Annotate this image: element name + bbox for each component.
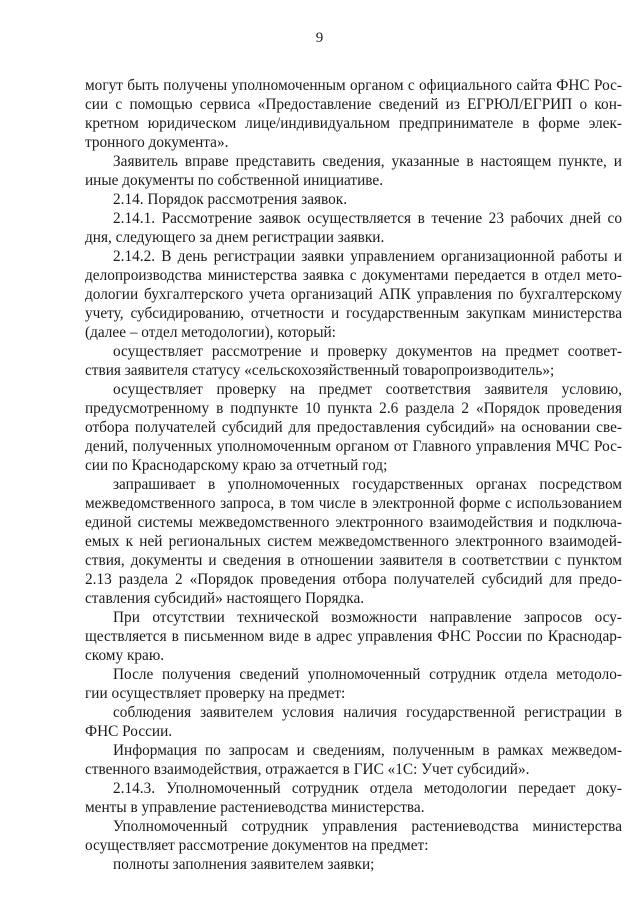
text-line: сии по Краснодарскому краю за отчетный год; <box>85 457 388 474</box>
text-line: ствия, документы и сведения в отношении заявителя в соответствии с пунктом <box>85 552 622 569</box>
text-line: ствия заявителя статусу «сельскохозяйственный товаропроизводитель»; <box>85 362 555 379</box>
text-line: межведомственного запроса, в том числе в электронной форме с использованием <box>85 495 622 512</box>
paragraph-first-line: 2.14.1. Рассмотрение заявок осуществляется в течение 23 рабочих дней со <box>113 210 622 227</box>
paragraph-first-line: 2.14.3. Уполномоченный сотрудник отдела методологии передает доку- <box>113 780 622 797</box>
text-line: тронного документа». <box>85 134 229 151</box>
text-line: иные документы по собственной инициативе. <box>85 172 384 189</box>
text-line: 2.13 раздела 2 «Порядок проведения отбора получателей субсидий для предо- <box>85 571 622 588</box>
text-line: осуществляет рассмотрение документов на предмет: <box>85 837 429 854</box>
text-line: сии с помощью сервиса «Предоставление сведений из ЕГРЮЛ/ЕГРИП о кон- <box>85 96 622 113</box>
paragraph-first-line: полноты заполнения заявителем заявки; <box>113 856 375 873</box>
text-line: единой системы межведомственного электронного взаимодействия и подключа- <box>85 514 622 531</box>
text-line: емых к ней региональных систем межведомственного электронного взаимодей- <box>85 533 622 550</box>
page-number: 9 <box>315 30 324 46</box>
paragraph-first-line: Уполномоченный сотрудник управления растениеводства министерства <box>113 818 622 835</box>
paragraph-first-line: соблюдения заявителем условия наличия государственной регистрации в <box>113 704 622 721</box>
text-line: отбора получателей субсидий для предоставления субсидий» на основании све- <box>85 419 622 436</box>
paragraph-first-line: 2.14. Порядок рассмотрения заявок. <box>113 191 348 208</box>
text-line: менты в управление растениеводства министерства. <box>85 799 425 816</box>
text-line: делопроизводства министерства заявка с документами передается в отдел мето- <box>85 267 622 284</box>
text-line: ственного взаимодействия, отражается в ГИС «1С: Учет субсидий». <box>85 761 530 778</box>
paragraph-first-line: осуществляет рассмотрение и проверку документов на предмет соответ- <box>113 343 622 360</box>
paragraph-first-line: 2.14.2. В день регистрации заявки управлением организационной работы и <box>113 248 622 265</box>
text-line: гии осуществляет проверку на предмет: <box>85 685 346 702</box>
paragraph-first-line: осуществляет проверку на предмет соответствия заявителя условию, <box>113 381 622 398</box>
text-line: (далее – отдел методологии), который: <box>85 324 336 341</box>
text-line: скому краю. <box>85 647 165 664</box>
paragraph-first-line: После получения сведений уполномоченный сотрудник отдела методоло- <box>113 666 622 683</box>
text-line: ществляется в письменном виде в адрес управления ФНС России по Краснодар- <box>85 628 622 645</box>
paragraph-first-line: При отсутствии технической возможности направление запросов осу- <box>113 609 622 626</box>
text-line: ставления субсидий» настоящего Порядка. <box>85 590 365 607</box>
text-line: предусмотренному в подпункте 10 пункта 2.6 раздела 2 «Порядок проведения <box>85 400 622 417</box>
text-line: учету, субсидированию, отчетности и государственным закупкам министерства <box>85 305 622 322</box>
text-line: дологии бухгалтерского учета организаций АПК управления по бухгалтерскому <box>85 286 622 303</box>
text-line: дений, полученных уполномоченным органом от Главного управления МЧС Рос- <box>85 438 622 455</box>
paragraph-first-line: Информация по запросам и сведениям, полученным в рамках межведом- <box>113 742 622 759</box>
paragraph-first-line: Заявитель вправе представить сведения, указанные в настоящем пункте, и <box>113 153 622 170</box>
text-line: дня, следующего за днем регистрации заявки. <box>85 229 385 246</box>
paragraph-first-line: запрашивает в уполномоченных государственных органах посредством <box>113 476 622 493</box>
text-line: могут быть получены уполномоченным органом с официального сайта ФНС Рос- <box>85 77 622 94</box>
text-line: кретном юридическом лице/индивидуальном предпринимателе в форме элек- <box>85 115 622 132</box>
text-line: ФНС России. <box>85 723 173 740</box>
